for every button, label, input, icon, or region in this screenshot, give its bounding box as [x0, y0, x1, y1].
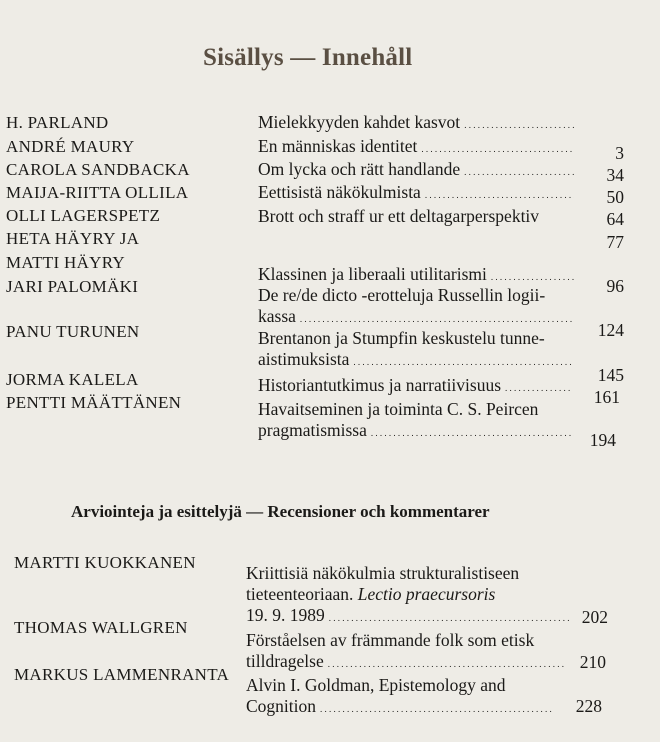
author-sandbacka: CAROLA SANDBACKA: [6, 160, 190, 179]
entry-title: Klassinen ja liberaali utilitarismi: [258, 264, 487, 284]
entry-title-cont: kassa: [258, 306, 296, 326]
author-palomaki: JARI PALOMÄKI: [6, 277, 139, 296]
author-kuokkanen: MARTTI KUOKKANEN: [14, 553, 196, 572]
page-number: 145: [597, 365, 624, 385]
review-entry: Kriittisiä näkökulmia strukturalistiseen tieteenteoriaan. Lectio praecursoris 19. 9. 1989 . . .: [246, 563, 576, 629]
page-number: 228: [575, 696, 602, 716]
entry-title: Brott och straff ur ett deltagarperspektiv: [258, 206, 540, 226]
entry-title: Om lycka och rätt handlande: [258, 159, 461, 179]
toc-entry: [258, 328, 578, 373]
review-title: Alvin I. Goldman, Epistemology and: [246, 675, 506, 695]
entry-title: Eettisistä näkökulmista: [258, 182, 421, 202]
toc-entry: [258, 182, 578, 206]
review-entry: Alvin I. Goldman, Epistemology and Cognition . . .: [246, 675, 556, 720]
author-lammenranta: MARKUS LAMMENRANTA: [14, 665, 230, 684]
section-heading: Arviointeja ja esittelyjä — Recensioner och kommentarer: [71, 502, 490, 521]
toc-entry: [258, 206, 598, 227]
author-parland: H. PARLAND: [6, 113, 109, 132]
toc-entry: [258, 159, 578, 183]
entry-title-cont: pragmatismissa: [258, 420, 367, 440]
toc-entry: [258, 375, 576, 399]
review-entry: Förståelsen av främmande folk som etisk tilldragelse . . .: [246, 630, 568, 675]
entry-title-cont: aistimuksista: [258, 349, 350, 369]
entry-title: En människas identitet: [258, 136, 418, 156]
author-turunen: PANU TURUNEN: [6, 322, 140, 341]
toc-entry: [258, 285, 578, 330]
page-number: 50: [606, 187, 624, 207]
author-hayry-matti: MATTI HÄYRY: [6, 253, 125, 272]
page-number: 77: [606, 232, 624, 252]
page-number: 194: [589, 430, 616, 450]
page-number: 202: [581, 607, 608, 627]
author-maury: ANDRÉ MAURY: [6, 137, 135, 156]
author-ollila: MAIJA-RIITTA OLLILA: [6, 183, 189, 202]
toc-entry: [258, 136, 578, 160]
page-title: Sisällys — Innehåll: [203, 44, 413, 71]
entry-title: Brentanon ja Stumpfin keskustelu tunne-: [258, 328, 545, 348]
page-number: 34: [606, 165, 624, 185]
author-lagerspetz: OLLI LAGERSPETZ: [6, 206, 161, 225]
toc-entry: [258, 399, 578, 444]
author-kalela: JORMA KALELA: [6, 370, 139, 389]
entry-title: Historiantutkimus ja narratiivisuus: [258, 375, 502, 395]
entry-title: Havaitseminen ja toiminta C. S. Peircen: [258, 399, 539, 419]
page-number: 161: [593, 387, 620, 407]
review-title: Förståelsen av främmande folk som etisk: [246, 630, 535, 650]
entry-title: De re/de dicto -erotteluja Russellin logii-: [258, 285, 546, 305]
author-wallgren: THOMAS WALLGREN: [14, 618, 188, 637]
page-number: 96: [606, 276, 624, 296]
page-number: 124: [597, 320, 624, 340]
page-number: 64: [606, 209, 624, 229]
toc-entry: [258, 112, 578, 136]
entry-title: Mielekkyyden kahdet kasvot: [258, 112, 461, 132]
review-title: Kriittisiä näkökulmia strukturalistiseen: [246, 563, 520, 583]
page-number: 3: [615, 143, 624, 163]
author-hayry-heta: HETA HÄYRY JA: [6, 229, 140, 248]
page-number: 210: [579, 652, 606, 672]
author-maattanen: PENTTI MÄÄTTÄNEN: [6, 393, 182, 412]
